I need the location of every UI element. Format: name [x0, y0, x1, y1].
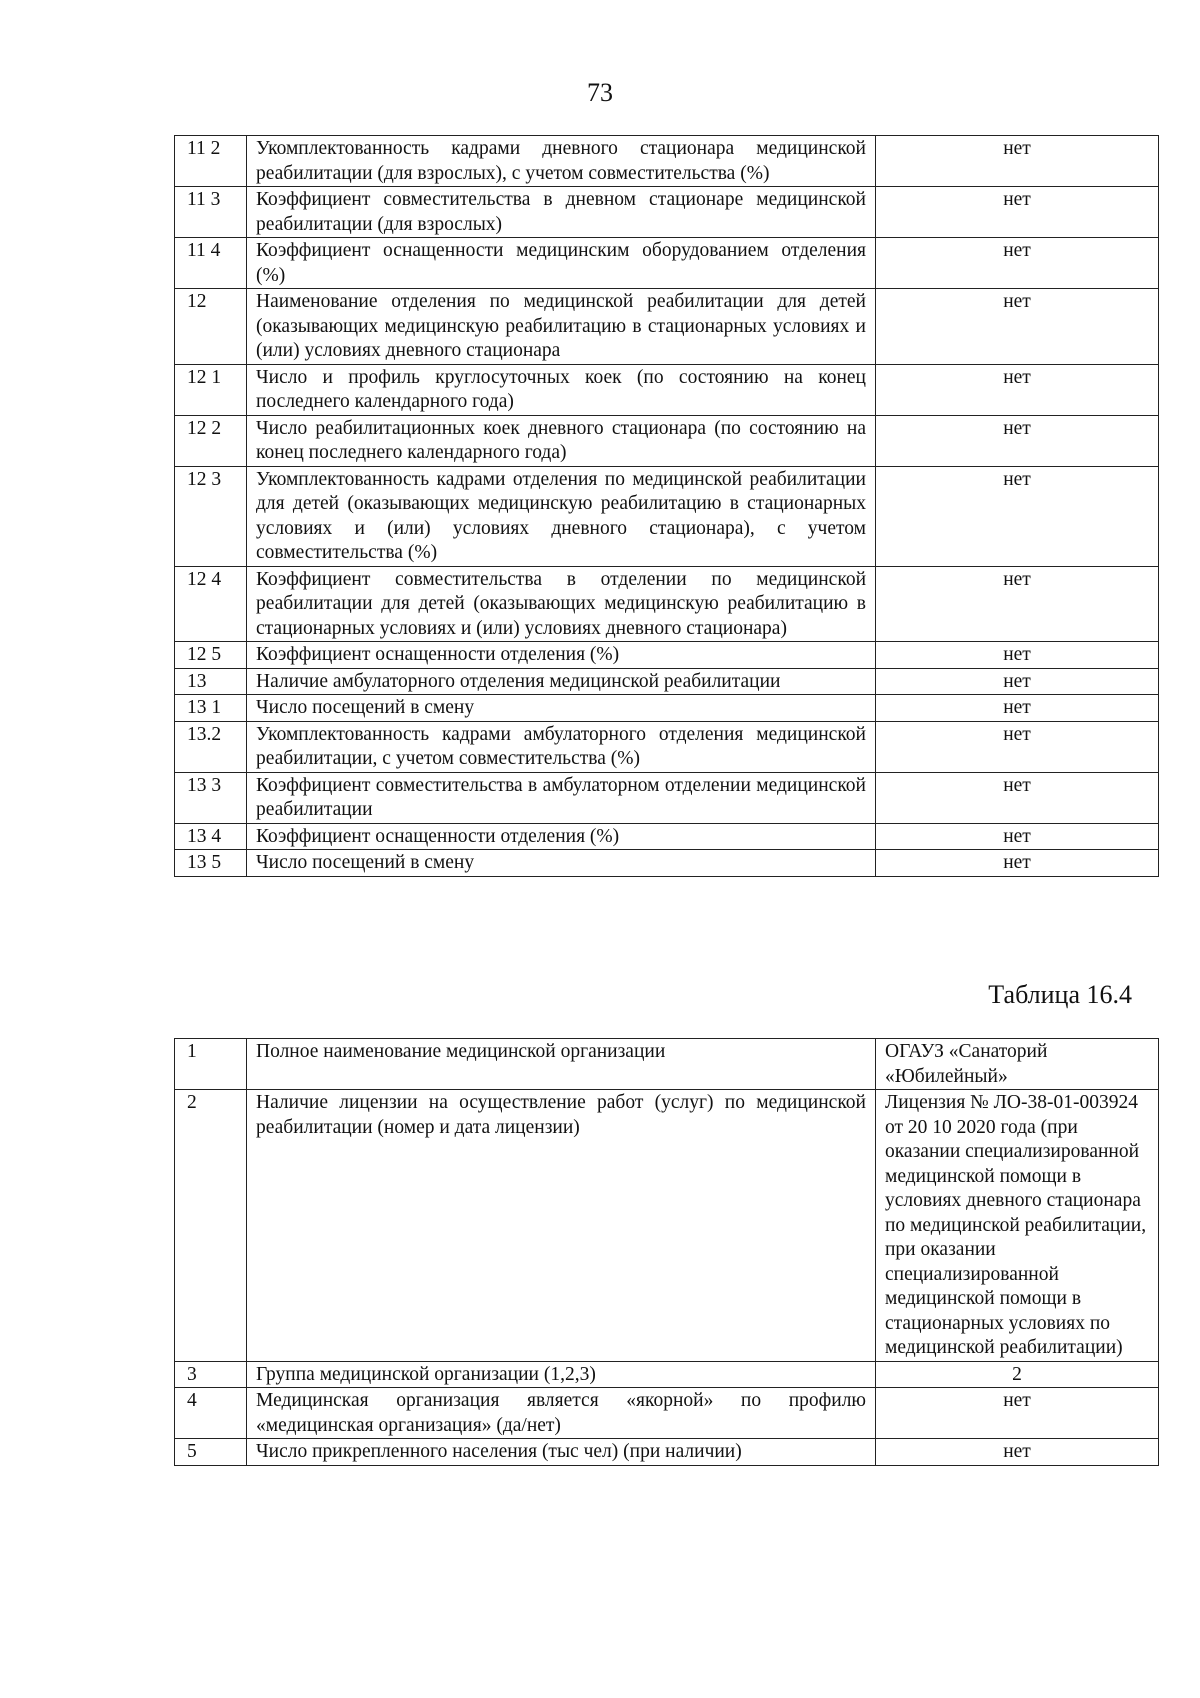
row-number: 13 3 [175, 772, 247, 823]
row-value: 2 [876, 1361, 1159, 1388]
table-row [175, 695, 1159, 722]
table-row [175, 289, 1159, 365]
row-number: 3 [175, 1361, 247, 1388]
row-number: 12 4 [175, 566, 247, 642]
row-description: Коэффициент совместительства в отделении по медицинской реабилитации для детей (оказывающих медицинскую реабилитацию в стационарных условиях и (или) условиях дневного стационара) [247, 566, 876, 642]
row-number: 13 [175, 668, 247, 695]
row-number: 2 [175, 1090, 247, 1362]
table-row [175, 415, 1159, 466]
row-description: Наименование отделения по медицинской реабилитации для детей (оказывающих медицинскую реабилитацию в стационарных условиях и (или) условиях дневного стационара [247, 289, 876, 365]
row-value: Лицензия № ЛО-38-01-003924 от 20 10 2020 года (при оказании специализированной медицинской помощи в условиях дневного стационара по медицинской реабилитации, при оказании специализированной медицинской помощи в стационарных условиях по медицинской реабилитации) [876, 1090, 1159, 1362]
table-row [175, 1090, 1159, 1362]
row-description: Коэффициент оснащенности медицинским оборудованием отделения (%) [247, 238, 876, 289]
row-description: Число реабилитационных коек дневного стационара (по состоянию на конец последнего календарного года) [247, 415, 876, 466]
row-number: 12 2 [175, 415, 247, 466]
table-row [175, 772, 1159, 823]
table-row [175, 238, 1159, 289]
row-description: Наличие амбулаторного отделения медицинской реабилитации [247, 668, 876, 695]
row-number: 12 3 [175, 466, 247, 566]
table-row [175, 136, 1159, 187]
table-row [175, 1388, 1159, 1439]
row-description: Число и профиль круглосуточных коек (по состоянию на конец последнего календарного года) [247, 364, 876, 415]
table-row [175, 1039, 1159, 1090]
row-description: Медицинская организация является «якорной» по профилю «медицинская организация» (да/нет) [247, 1388, 876, 1439]
row-number: 5 [175, 1439, 247, 1466]
row-value: нет [876, 415, 1159, 466]
row-number: 12 [175, 289, 247, 365]
row-value: нет [876, 1388, 1159, 1439]
row-value: нет [876, 187, 1159, 238]
row-description: Укомплектованность кадрами амбулаторного отделения медицинской реабилитации, с учетом совместительства (%) [247, 721, 876, 772]
organization-table [174, 1038, 1159, 1466]
row-number: 4 [175, 1388, 247, 1439]
row-number: 12 5 [175, 642, 247, 669]
table-row [175, 1361, 1159, 1388]
row-value: нет [876, 466, 1159, 566]
table-row [175, 850, 1159, 877]
table-row [175, 642, 1159, 669]
row-number: 11 3 [175, 187, 247, 238]
row-description: Число посещений в смену [247, 695, 876, 722]
row-value: нет [876, 289, 1159, 365]
row-value: нет [876, 695, 1159, 722]
row-description: Коэффициент оснащенности отделения (%) [247, 823, 876, 850]
row-number: 12 1 [175, 364, 247, 415]
row-number: 13 5 [175, 850, 247, 877]
row-description: Укомплектованность кадрами дневного стационара медицинской реабилитации (для взрослых), с учетом совместительства (%) [247, 136, 876, 187]
row-description: Число посещений в смену [247, 850, 876, 877]
row-description: Коэффициент совместительства в амбулаторном отделении медицинской реабилитации [247, 772, 876, 823]
table-row [175, 668, 1159, 695]
row-value: нет [876, 136, 1159, 187]
row-description: Коэффициент совместительства в дневном стационаре медицинской реабилитации (для взрослых) [247, 187, 876, 238]
table-row [175, 466, 1159, 566]
table-row [175, 566, 1159, 642]
row-number: 1 [175, 1039, 247, 1090]
row-value: нет [876, 1439, 1159, 1466]
row-value: нет [876, 642, 1159, 669]
row-number: 11 4 [175, 238, 247, 289]
row-value: нет [876, 668, 1159, 695]
row-value: нет [876, 721, 1159, 772]
row-value: ОГАУЗ «Санаторий «Юбилейный» [876, 1039, 1159, 1090]
row-number: 13.2 [175, 721, 247, 772]
row-description: Наличие лицензии на осуществление работ (услуг) по медицинской реабилитации (номер и дата лицензии) [247, 1090, 876, 1362]
row-value: нет [876, 238, 1159, 289]
page-number: 73 [587, 78, 613, 107]
row-value: нет [876, 772, 1159, 823]
row-value: нет [876, 823, 1159, 850]
table-row [175, 721, 1159, 772]
table-row [175, 823, 1159, 850]
table-row [175, 1439, 1159, 1466]
row-value: нет [876, 850, 1159, 877]
row-value: нет [876, 566, 1159, 642]
table-row [175, 187, 1159, 238]
table-caption: Таблица 16.4 [988, 980, 1132, 1009]
indicator-table [174, 135, 1159, 877]
row-number: 13 1 [175, 695, 247, 722]
row-description: Группа медицинской организации (1,2,3) [247, 1361, 876, 1388]
table-row [175, 364, 1159, 415]
row-value: нет [876, 364, 1159, 415]
row-number: 13 4 [175, 823, 247, 850]
row-description: Укомплектованность кадрами отделения по медицинской реабилитации для детей (оказывающих медицинскую реабилитацию в стационарных условиях и (или) условиях дневного стационара), с учетом совместительства (%) [247, 466, 876, 566]
row-description: Коэффициент оснащенности отделения (%) [247, 642, 876, 669]
row-description: Полное наименование медицинской организации [247, 1039, 876, 1090]
row-number: 11 2 [175, 136, 247, 187]
row-description: Число прикрепленного населения (тыс чел) (при наличии) [247, 1439, 876, 1466]
